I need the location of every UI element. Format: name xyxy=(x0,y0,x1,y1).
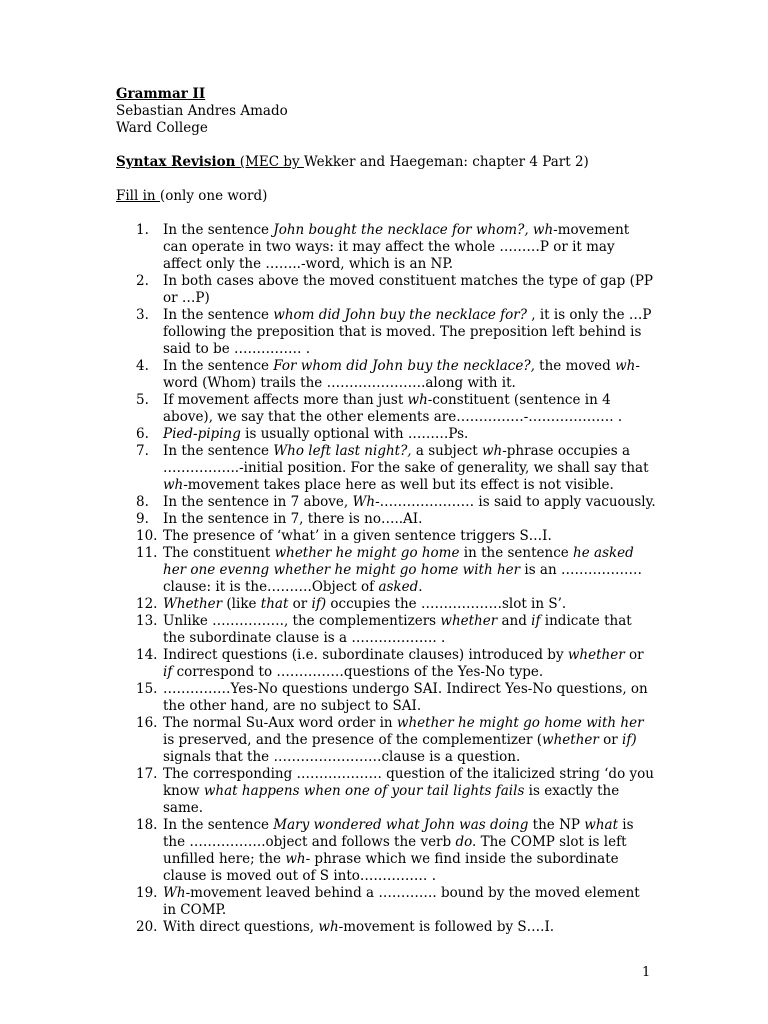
question-item xyxy=(116,596,656,613)
question-item xyxy=(116,613,656,647)
question-number: 3. xyxy=(136,307,149,323)
page-number: 1 xyxy=(642,965,651,980)
question-number: 18. xyxy=(136,817,158,833)
instruction-line xyxy=(116,188,656,205)
question-item xyxy=(116,426,656,443)
question-number: 10. xyxy=(136,528,158,544)
section-title: Syntax Revision xyxy=(116,154,236,170)
question-text: Indirect questions (i.e. subordinate clauses) introduced by whether or if correspond to ……………questions of the Yes-No type. xyxy=(163,647,644,680)
question-text: In the sentence For whom did John buy the necklace?, the moved wh-word (Whom) trails the ………………….along with it. xyxy=(163,358,640,391)
question-number: 9. xyxy=(136,511,149,527)
question-item xyxy=(116,681,656,715)
question-item xyxy=(116,358,656,392)
question-text: With direct questions, wh-movement is followed by S….I. xyxy=(163,919,555,935)
question-number: 5. xyxy=(136,392,149,408)
question-number: 8. xyxy=(136,494,149,510)
question-item xyxy=(116,222,656,273)
section-source-prefix: (MEC by xyxy=(235,154,304,170)
question-text: Unlike ……………., the complementizers whether and if indicate that the subordinate clause is a ………………. . xyxy=(163,613,632,646)
course-title: Grammar II xyxy=(116,86,206,102)
document-page xyxy=(116,86,656,936)
question-item xyxy=(116,307,656,358)
question-item xyxy=(116,392,656,426)
question-number: 1. xyxy=(136,222,149,238)
question-item xyxy=(116,494,656,511)
question-list xyxy=(116,222,656,936)
question-text: Wh-movement leaved behind a …………. bound by the moved element in COMP. xyxy=(163,885,640,918)
question-text: In the sentence whom did John buy the necklace for? , it is only the …P following the preposition that is moved. The preposition left behind is said to be …………… . xyxy=(163,307,652,357)
section-source-rest: Wekker and Haegeman: chapter 4 Part 2) xyxy=(303,154,589,170)
question-item xyxy=(116,647,656,681)
instruction-rest: (only one word) xyxy=(159,188,268,204)
question-text: The normal Su-Aux word order in whether he might go home with her is preserved, and the presence of the complementizer (whether or if) signals that the ……………………clause is a question. xyxy=(163,715,644,765)
question-item xyxy=(116,528,656,545)
question-text: The constituent whether he might go home in the sentence he asked her one evenng whether he might go home with her is an ………………clause: it is the……….Object of asked. xyxy=(163,545,642,595)
question-text: In the sentence in 7 above, Wh-………………… is said to apply vacuously. xyxy=(163,494,656,510)
question-item xyxy=(116,766,656,817)
question-text: The corresponding ………………. question of the italicized string ‘do you know what happens when one of your tail lights fails is exactly the same. xyxy=(163,766,654,816)
question-text: The presence of ‘what’ in a given sentence triggers S…I. xyxy=(163,528,552,544)
section-heading xyxy=(116,154,656,171)
author-name: Sebastian Andres Amado xyxy=(116,103,288,119)
question-item xyxy=(116,511,656,528)
question-text: If movement affects more than just wh-constituent (sentence in 4 above), we say that the other elements are……………-………………. . xyxy=(163,392,623,425)
question-number: 12. xyxy=(136,596,158,612)
question-number: 20. xyxy=(136,919,158,935)
question-item xyxy=(116,443,656,494)
question-text: In the sentence in 7, there is no…..AI. xyxy=(163,511,423,527)
question-text: In both cases above the moved constituent matches the type of gap (PP or …P) xyxy=(163,273,654,306)
question-item xyxy=(116,273,656,307)
question-number: 13. xyxy=(136,613,158,629)
question-number: 11. xyxy=(136,545,158,561)
question-number: 14. xyxy=(136,647,158,663)
question-item xyxy=(116,817,656,885)
institution-name: Ward College xyxy=(116,120,208,136)
question-number: 7. xyxy=(136,443,149,459)
question-item xyxy=(116,919,656,936)
question-text: Whether (like that or if) occupies the ………………slot in S’. xyxy=(163,596,567,612)
question-number: 17. xyxy=(136,766,158,782)
question-number: 2. xyxy=(136,273,149,289)
question-number: 15. xyxy=(136,681,158,697)
question-text: In the sentence Mary wondered what John was doing the NP what is the ……………..object and follows the verb do. The COMP slot is left unfilled here; the wh- phrase which we find inside the subordinate clause is moved out of S into…………… . xyxy=(163,817,634,884)
question-item xyxy=(116,715,656,766)
instruction-label: Fill in xyxy=(116,188,160,204)
question-number: 4. xyxy=(136,358,149,374)
question-text: ……………Yes-No questions undergo SAI. Indirect Yes-No questions, on the other hand, are no subject to SAI. xyxy=(163,681,648,714)
question-number: 19. xyxy=(136,885,158,901)
question-number: 16. xyxy=(136,715,158,731)
question-item xyxy=(116,885,656,919)
question-item xyxy=(116,545,656,596)
question-number: 6. xyxy=(136,426,149,442)
question-text: Pied-piping is usually optional with ………Ps. xyxy=(163,426,469,442)
question-text: In the sentence John bought the necklace for whom?, wh-movement can operate in two ways: it may affect the whole ………P or it may affect only the ……..-word, which is an NP. xyxy=(163,222,630,272)
question-text: In the sentence Who left last night?, a subject wh-phrase occupies a ……………..-initial position. For the sake of generality, we shall say that wh-movement takes place here as well but its effect is not visible. xyxy=(163,443,649,493)
